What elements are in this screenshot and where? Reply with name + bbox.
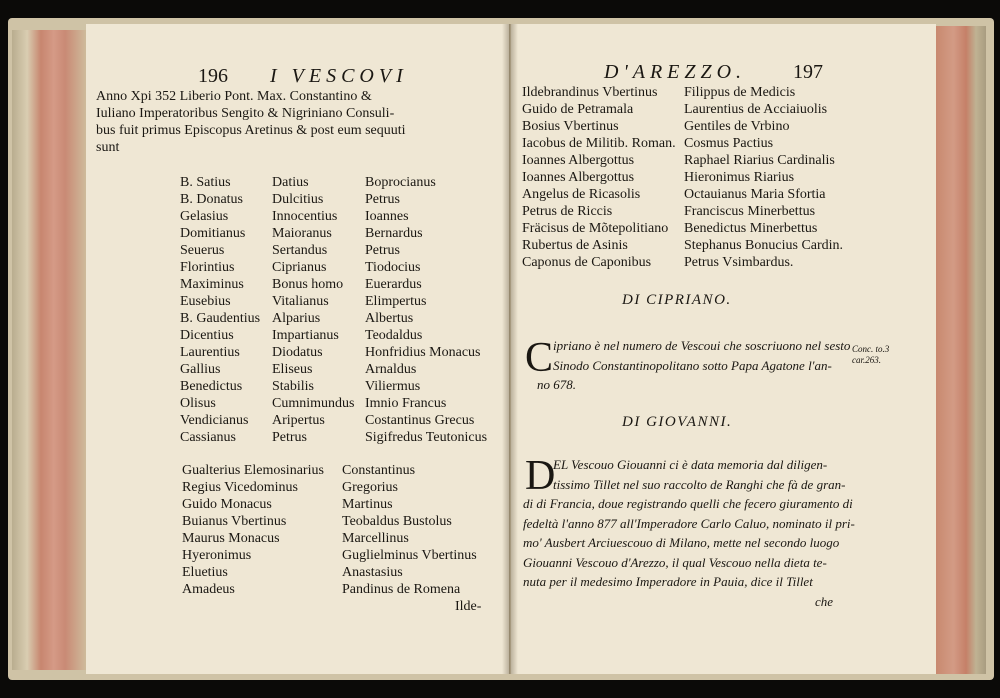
bishop-list2-col2 — [342, 462, 477, 598]
list-item: Petrus de Riccis — [522, 204, 613, 219]
list-item: Ioannes — [365, 209, 409, 224]
book-gutter — [502, 24, 518, 674]
list-item: Marcellinus — [342, 531, 409, 546]
list-item: Stabilis — [272, 379, 315, 394]
list-item: Dulcitius — [272, 192, 324, 207]
list-item: Arnaldus — [365, 362, 417, 377]
list-item: Guglielminus Vbertinus — [342, 548, 477, 563]
list-item: Florintius — [180, 260, 235, 275]
list-item: Gualterius Elemosinarius — [182, 463, 324, 478]
list-item: Eusebius — [180, 294, 231, 309]
intro-line: sunt — [96, 140, 120, 155]
bishop-list-right-col2 — [684, 84, 843, 271]
paragraph-cipriano — [523, 336, 850, 395]
list-item: Benedictus Minerbettus — [684, 221, 818, 236]
paragraph-giovanni — [523, 455, 855, 611]
list-item: Impartianus — [272, 328, 339, 343]
paragraph-line: fedeltà l'anno 877 all'Imperadore Carlo Caluo, nominato il pri- — [523, 515, 855, 531]
list-item: Octauianus Maria Sfortia — [684, 187, 826, 202]
list-item: Ioannes Albergottus — [522, 170, 635, 185]
list-item: Viliermus — [365, 379, 421, 394]
list-item: Costantinus Grecus — [365, 413, 475, 428]
bishop-list2-col1 — [182, 462, 324, 598]
bishop-list-col1 — [180, 174, 260, 446]
catchword-right: che — [815, 593, 834, 609]
list-item: Olisus — [180, 396, 216, 411]
list-item: Sertandus — [272, 243, 328, 258]
list-item: Bosius Vbertinus — [522, 119, 619, 134]
paragraph-line: di di Francia, doue registrando quelli che fecero giuramento di — [523, 496, 853, 511]
running-head-right: D'AREZZO. — [604, 61, 747, 83]
list-item: Rubertus de Asinis — [522, 238, 628, 253]
page-number-right: 197 — [793, 61, 823, 83]
intro-line: bus fuit primus Episcopus Aretinus & post eum sequuti — [96, 123, 406, 138]
list-item: Guido de Petramala — [522, 102, 634, 117]
list-item: Petrus — [365, 192, 400, 207]
list-item: Laurentius — [180, 345, 240, 360]
list-item: Laurentius de Acciaiuolis — [684, 102, 828, 117]
list-item: Maximinus — [180, 277, 244, 292]
drop-cap-c: C — [525, 335, 554, 381]
list-item: Ioannes Albergottus — [522, 153, 635, 168]
catchword: Ilde- — [455, 599, 482, 614]
list-item: Angelus de Ricasolis — [522, 187, 641, 202]
margin-note-line: Conc. to.3 — [852, 344, 890, 354]
list-item: Sigifredus Teutonicus — [365, 430, 488, 445]
list-item: Regius Vicedominus — [182, 480, 298, 495]
intro-line: Anno Xpi 352 Liberio Pont. Max. Constantino & — [96, 89, 372, 104]
list-item: Caponus de Caponibus — [522, 255, 652, 270]
list-item: Bonus homo — [272, 277, 344, 292]
drop-cap-d: D — [525, 453, 556, 499]
list-item: Filippus de Medicis — [684, 85, 796, 100]
list-item: Ildebrandinus Vbertinus — [522, 85, 658, 100]
section-title-giovanni: DI GIOVANNI. — [622, 414, 733, 430]
list-item: Stephanus Bonucius Cardin. — [684, 238, 844, 253]
list-item: Bernardus — [365, 226, 423, 241]
list-item: Hyeronimus — [182, 548, 252, 563]
list-item: Teodaldus — [365, 328, 423, 343]
list-item: Hieronimus Riarius — [684, 170, 795, 185]
list-item: Maurus Monacus — [182, 531, 280, 546]
list-item: Benedictus — [180, 379, 243, 394]
list-item: Gregorius — [342, 480, 398, 495]
list-item: Constantinus — [342, 463, 416, 478]
list-item: Fräcisus de Mõtepolitiano — [522, 221, 669, 236]
list-item: Domitianus — [180, 226, 246, 241]
list-item: Gelasius — [180, 209, 229, 224]
right-page-edges — [936, 26, 986, 674]
list-item: Ciprianus — [272, 260, 327, 275]
list-item: Vitalianus — [272, 294, 329, 309]
left-page-edges — [12, 30, 88, 670]
list-item: Diodatus — [272, 345, 323, 360]
paragraph-line: no 678. — [537, 377, 576, 392]
list-item: Amadeus — [182, 582, 235, 597]
paragraph-line: Giouanni Vescouo d'Arezzo, il qual Vescouo nella dieta te- — [523, 554, 827, 570]
list-item: Guido Monacus — [182, 497, 272, 512]
paragraph-line: nuta per il medesimo Imperadore in Pauia, dice il Tillet — [523, 574, 813, 589]
paragraph-line: ipriano è nel numero de Vescoui che soscriuono nel sesto — [553, 338, 851, 353]
list-item: Petrus — [365, 243, 400, 258]
intro-paragraph — [96, 88, 496, 156]
list-item: Pandinus de Romena — [342, 582, 461, 597]
list-item: Maioranus — [272, 226, 332, 241]
list-item: Seuerus — [180, 243, 225, 258]
list-item: Euerardus — [365, 277, 422, 292]
section-title-cipriano: DI CIPRIANO. — [622, 292, 732, 308]
list-item: Raphael Riarius Cardinalis — [684, 153, 835, 168]
list-item: Alparius — [272, 311, 321, 326]
paragraph-line: mo' Ausbert Arciuescouo di Milano, mette nel secondo luogo — [523, 535, 840, 550]
list-item: Vendicianus — [180, 413, 249, 428]
intro-line: Iuliano Imperatoribus Sengito & Nigriniano Consuli- — [96, 106, 395, 121]
list-item: Iacobus de Militib. Roman. — [522, 136, 676, 151]
list-item: Gentiles de Vrbino — [684, 119, 790, 134]
list-item: Gallius — [180, 362, 221, 377]
list-item: Dicentius — [180, 328, 234, 343]
margin-note-line: car.263. — [852, 355, 881, 365]
list-item: Honfridius Monacus — [365, 345, 481, 360]
list-item: Cumnimundus — [272, 396, 355, 411]
bishop-list-right-col1 — [522, 84, 676, 271]
paragraph-line: EL Vescouo Giouanni ci è data memoria dal diligen- — [553, 457, 828, 472]
list-item: Eluetius — [182, 565, 228, 580]
list-item: Anastasius — [342, 565, 403, 580]
bishop-list-col2 — [272, 174, 354, 446]
paragraph-line: tissimo Tillet nel suo raccolto de Ranghi che fà de gran- — [553, 476, 846, 492]
list-item: B. Gaudentius — [180, 311, 261, 326]
list-item: Aripertus — [272, 413, 325, 428]
list-item: Franciscus Minerbettus — [684, 204, 816, 219]
list-item: Cassianus — [180, 430, 236, 445]
list-item: Petrus Vsimbardus. — [684, 255, 794, 270]
list-item: Albertus — [365, 311, 414, 326]
list-item: Boprocianus — [365, 175, 436, 190]
paragraph-line: Sinodo Constantinopolitano sotto Papa Agatone l'an- — [553, 357, 832, 373]
list-item: Datius — [272, 175, 309, 190]
margin-note — [852, 344, 889, 366]
list-item: Imnio Francus — [365, 396, 447, 411]
list-item: Elimpertus — [365, 294, 427, 309]
list-item: Martinus — [342, 497, 393, 512]
list-item: Buianus Vbertinus — [182, 514, 287, 529]
list-item: Teobaldus Bustolus — [342, 514, 452, 529]
list-item: Cosmus Pactius — [684, 136, 774, 151]
running-head-left: I VESCOVI — [270, 65, 408, 87]
bishop-list-col3 — [365, 174, 487, 446]
list-item: B. Satius — [180, 175, 231, 190]
page-number-left: 196 — [198, 65, 228, 87]
list-item: Innocentius — [272, 209, 338, 224]
list-item: B. Donatus — [180, 192, 243, 207]
list-item: Tiodocius — [365, 260, 421, 275]
list-item: Eliseus — [272, 362, 313, 377]
list-item: Petrus — [272, 430, 307, 445]
